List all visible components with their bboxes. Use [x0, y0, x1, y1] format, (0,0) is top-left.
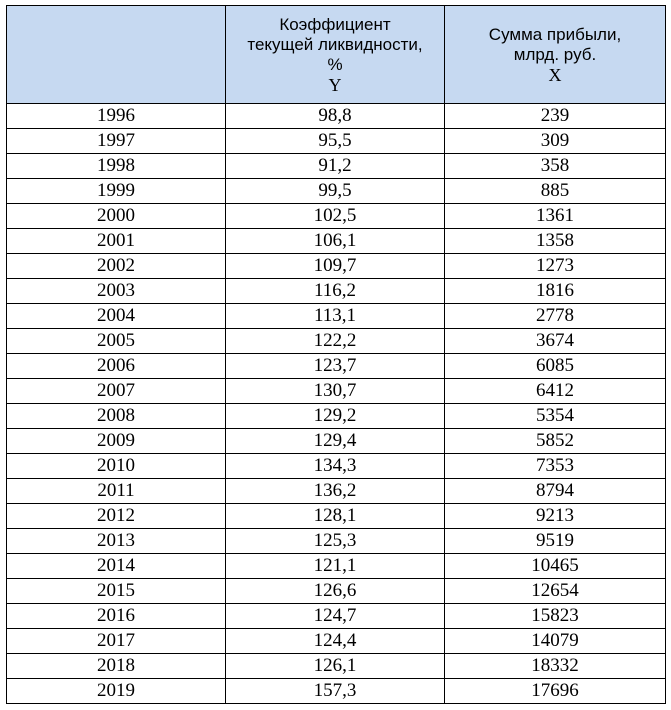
- liquidity-cell: 157,3: [226, 679, 445, 704]
- liquidity-cell: 95,5: [226, 129, 445, 154]
- year-cell: 2009: [7, 429, 226, 454]
- year-cell: 2019: [7, 679, 226, 704]
- profit-cell: 8794: [445, 479, 666, 504]
- liquidity-cell: 124,4: [226, 629, 445, 654]
- profit-cell: 14079: [445, 629, 666, 654]
- header-year: [7, 6, 226, 104]
- year-cell: 2017: [7, 629, 226, 654]
- profit-cell: 239: [445, 104, 666, 129]
- liquidity-cell: 125,3: [226, 529, 445, 554]
- year-cell: 1997: [7, 129, 226, 154]
- header-profit-line-2: млрд. руб.: [513, 44, 597, 64]
- profit-cell: 6085: [445, 354, 666, 379]
- table-row: [7, 604, 666, 629]
- table-row: [7, 554, 666, 579]
- liquidity-cell: 91,2: [226, 154, 445, 179]
- table-row: [7, 479, 666, 504]
- profit-cell: 1273: [445, 254, 666, 279]
- year-cell: 2015: [7, 579, 226, 604]
- profit-cell: 1358: [445, 229, 666, 254]
- table-row: [7, 529, 666, 554]
- liquidity-cell: 99,5: [226, 179, 445, 204]
- header-liquidity-var: Y: [328, 74, 342, 95]
- profit-cell: 10465: [445, 554, 666, 579]
- table-row: [7, 504, 666, 529]
- profit-cell: 15823: [445, 604, 666, 629]
- profit-cell: 18332: [445, 654, 666, 679]
- table-row: [7, 229, 666, 254]
- liquidity-cell: 109,7: [226, 254, 445, 279]
- table-row: [7, 679, 666, 704]
- year-cell: 2006: [7, 354, 226, 379]
- liquidity-cell: 113,1: [226, 304, 445, 329]
- table-row: [7, 179, 666, 204]
- header-liquidity-line-3: %: [327, 54, 343, 74]
- table-row: [7, 329, 666, 354]
- table-row: [7, 204, 666, 229]
- profit-cell: 7353: [445, 454, 666, 479]
- liquidity-cell: 98,8: [226, 104, 445, 129]
- table-row: [7, 254, 666, 279]
- profit-cell: 9213: [445, 504, 666, 529]
- year-cell: 1998: [7, 154, 226, 179]
- year-cell: 2000: [7, 204, 226, 229]
- year-cell: 2008: [7, 404, 226, 429]
- header-liquidity-line-1: Коэффициент: [279, 14, 391, 34]
- year-cell: 2005: [7, 329, 226, 354]
- table-row: [7, 579, 666, 604]
- table-row: [7, 154, 666, 179]
- profit-cell: 309: [445, 129, 666, 154]
- liquidity-cell: 129,2: [226, 404, 445, 429]
- year-cell: 2012: [7, 504, 226, 529]
- liquidity-cell: 121,1: [226, 554, 445, 579]
- liquidity-cell: 102,5: [226, 204, 445, 229]
- data-table: [6, 5, 666, 704]
- liquidity-cell: 116,2: [226, 279, 445, 304]
- profit-cell: 5354: [445, 404, 666, 429]
- year-cell: 1996: [7, 104, 226, 129]
- table-row: [7, 629, 666, 654]
- liquidity-cell: 129,4: [226, 429, 445, 454]
- table-row: [7, 379, 666, 404]
- year-cell: 1999: [7, 179, 226, 204]
- header-liquidity: [226, 6, 445, 104]
- profit-cell: 1361: [445, 204, 666, 229]
- year-cell: 2003: [7, 279, 226, 304]
- table-row: [7, 354, 666, 379]
- profit-cell: 1816: [445, 279, 666, 304]
- liquidity-cell: 130,7: [226, 379, 445, 404]
- liquidity-cell: 126,6: [226, 579, 445, 604]
- liquidity-cell: 128,1: [226, 504, 445, 529]
- table-body: [7, 104, 666, 704]
- profit-cell: 3674: [445, 329, 666, 354]
- liquidity-cell: 122,2: [226, 329, 445, 354]
- header-liquidity-line-2: текущей ликвидности,: [247, 34, 423, 54]
- table-row: [7, 404, 666, 429]
- profit-cell: 2778: [445, 304, 666, 329]
- table-row: [7, 129, 666, 154]
- header-profit-line-1: Сумма прибыли,: [488, 24, 622, 44]
- table-row: [7, 454, 666, 479]
- table-row: [7, 304, 666, 329]
- profit-cell: 358: [445, 154, 666, 179]
- year-cell: 2013: [7, 529, 226, 554]
- year-cell: 2018: [7, 654, 226, 679]
- table-row: [7, 654, 666, 679]
- year-cell: 2010: [7, 454, 226, 479]
- liquidity-cell: 136,2: [226, 479, 445, 504]
- liquidity-cell: 123,7: [226, 354, 445, 379]
- profit-cell: 6412: [445, 379, 666, 404]
- header-row: [7, 6, 666, 104]
- profit-cell: 17696: [445, 679, 666, 704]
- year-cell: 2007: [7, 379, 226, 404]
- table-row: [7, 104, 666, 129]
- liquidity-cell: 106,1: [226, 229, 445, 254]
- year-cell: 2014: [7, 554, 226, 579]
- profit-cell: 12654: [445, 579, 666, 604]
- liquidity-cell: 126,1: [226, 654, 445, 679]
- year-cell: 2011: [7, 479, 226, 504]
- profit-cell: 885: [445, 179, 666, 204]
- liquidity-cell: 134,3: [226, 454, 445, 479]
- table-container: [6, 5, 666, 704]
- year-cell: 2016: [7, 604, 226, 629]
- year-cell: 2001: [7, 229, 226, 254]
- table-header: [7, 6, 666, 104]
- profit-cell: 5852: [445, 429, 666, 454]
- profit-cell: 9519: [445, 529, 666, 554]
- table-row: [7, 279, 666, 304]
- table-row: [7, 429, 666, 454]
- liquidity-cell: 124,7: [226, 604, 445, 629]
- year-cell: 2004: [7, 304, 226, 329]
- header-profit-var: X: [548, 64, 562, 85]
- header-profit: [445, 6, 666, 104]
- year-cell: 2002: [7, 254, 226, 279]
